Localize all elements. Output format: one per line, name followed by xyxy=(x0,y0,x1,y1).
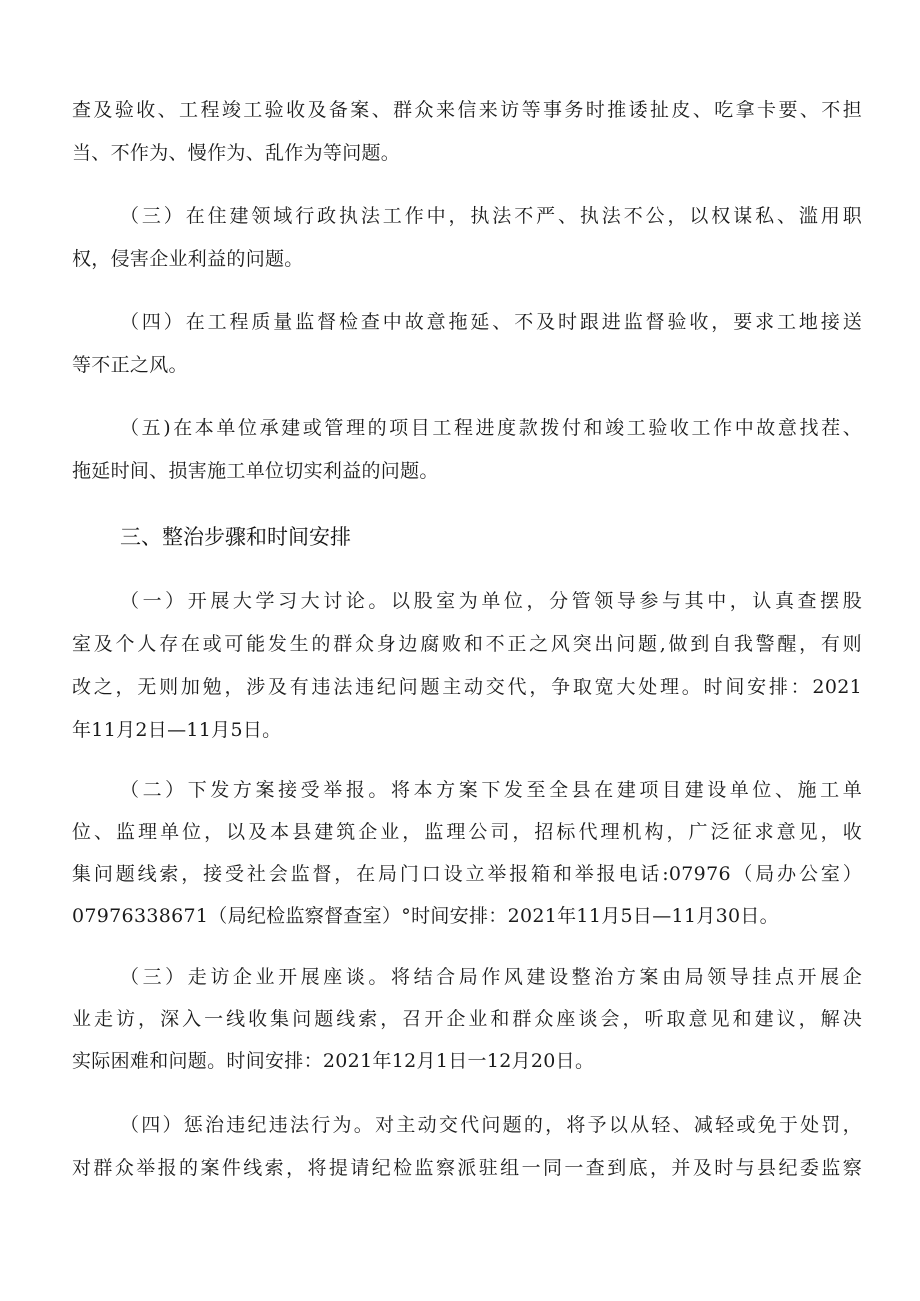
paragraph-line: 对群众举报的案件线索，将提请纪检监察派驻组一同一查到底，并及时与县纪委监察 xyxy=(72,1157,862,1179)
paragraph-line: 当、不作为、慢作为、乱作为等问题。 xyxy=(72,142,401,164)
paragraph-line: （四）在工程质量监督检查中故意拖延、不及时跟进监督验收，要求工地接送 xyxy=(120,311,862,333)
paragraph-line: 年11月2日—11月5日。 xyxy=(72,719,282,741)
paragraph-line: （一）开展大学习大讨论。以股室为单位，分管领导参与其中，认真查摆股 xyxy=(120,590,862,612)
paragraph-line: 室及个人存在或可能发生的群众身边腐败和不正之风突出问题,做到自我警醒，有则 xyxy=(72,633,862,655)
paragraph-line: （三）走访企业开展座谈。将结合局作风建设整治方案由局领导挂点开展企 xyxy=(120,966,862,988)
paragraph-line: 业走访，深入一线收集问题线索，召开企业和群众座谈会，听取意见和建议，解决 xyxy=(72,1008,862,1030)
paragraph-line: 拖延时间、损害施工单位切实利益的问题。 xyxy=(72,460,439,482)
paragraph-line: 实际困难和问题。时间安排：2021年12月1日一12月20日。 xyxy=(72,1050,595,1072)
paragraph-line: 改之，无则加勉，涉及有违法违纪问题主动交代，争取宽大处理。时间安排：2021 xyxy=(72,676,862,698)
paragraph-line: （二）下发方案接受举报。将本方案下发至全县在建项目建设单位、施工单 xyxy=(120,779,862,801)
paragraph-line: 07976338671（局纪检监察督查室）°时间安排：2021年11月5日—11月30日。 xyxy=(72,905,779,927)
paragraph-line: 查及验收、工程竣工验收及备案、群众来信来访等事务时推诿扯皮、吃拿卡要、不担 xyxy=(72,99,862,121)
section-heading: 三、整治步骤和时间安排 xyxy=(120,525,351,549)
paragraph-line: （四）惩治违纪违法行为。对主动交代问题的，将予以从轻、减轻或免于处罚， xyxy=(120,1114,862,1136)
paragraph-line: （三）在住建领域行政执法工作中，执法不严、执法不公，以权谋私、滥用职 xyxy=(120,205,862,227)
paragraph-line: （五)在本单位承建或管理的项目工程进度款拨付和竣工验收工作中故意找茬、 xyxy=(120,417,862,439)
paragraph-line: 权，侵害企业利益的问题。 xyxy=(72,248,304,270)
paragraph-line: 集问题线索，接受社会监督，在局门口设立举报箱和举报电话:07976（局办公室） xyxy=(72,863,862,885)
paragraph-line: 等不正之风。 xyxy=(72,354,188,376)
paragraph-line: 位、监理单位，以及本县建筑企业，监理公司，招标代理机构，广泛征求意见，收 xyxy=(72,821,862,843)
